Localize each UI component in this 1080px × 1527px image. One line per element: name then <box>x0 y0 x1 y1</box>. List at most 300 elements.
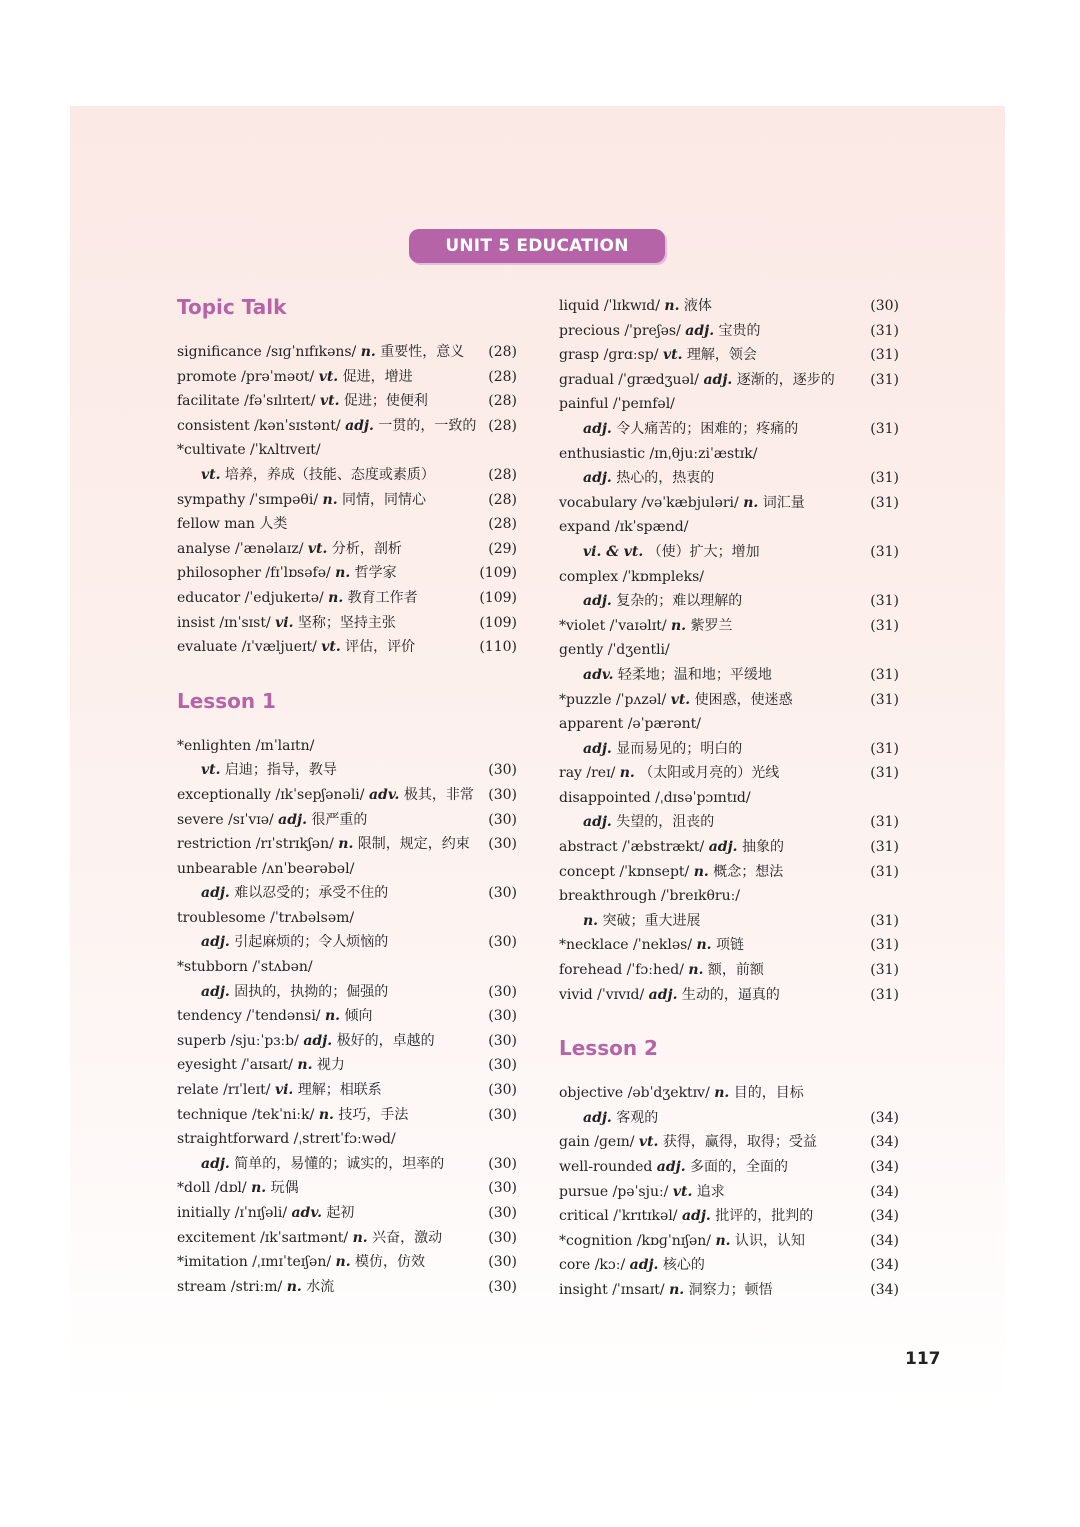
entry-page-ref: (31) <box>870 347 899 364</box>
part-of-speech: adj. <box>583 420 612 437</box>
vocab-entry <box>177 783 517 808</box>
vocab-entry <box>559 1229 899 1254</box>
entry-headword-line <box>177 1103 517 1128</box>
entry-headword-line <box>177 832 517 857</box>
part-of-speech: vt. <box>318 368 339 385</box>
entry-headword-line <box>559 565 899 590</box>
part-of-speech: n. <box>664 298 680 314</box>
vocab-entry <box>177 808 517 833</box>
entry-headword-line <box>559 933 899 958</box>
vocab-entry <box>559 1180 899 1205</box>
entry-page-ref: (28) <box>488 368 517 385</box>
entry-headword-line <box>177 857 517 882</box>
entry-text: forehead /ˈfɔːhed/ n. 额，前额 <box>559 962 764 979</box>
vocab-entry <box>177 832 517 857</box>
entry-page-ref: (110) <box>479 639 517 656</box>
vocab-entry <box>177 537 517 562</box>
entry-text: abstract /ˈæbstrækt/ adj. 抽象的 <box>559 839 784 856</box>
entry-text: tendency /ˈtendənsi/ n. 倾向 <box>177 1008 373 1025</box>
entry-page-ref: (30) <box>488 1032 517 1049</box>
entry-text: grasp /ɡrɑːsp/ vt. 理解，领会 <box>559 347 757 364</box>
vocab-entry <box>559 1155 899 1180</box>
entry-headword-line <box>559 1180 899 1205</box>
entry-text: philosopher /fɪˈlɒsəfə/ n. 哲学家 <box>177 565 397 582</box>
vocab-entry <box>559 884 899 933</box>
entry-headword-line <box>177 537 517 562</box>
entry-text: *imitation /ˌɪmɪˈteɪʃən/ n. 模仿，仿效 <box>177 1254 426 1271</box>
part-of-speech: adj. <box>583 1109 612 1126</box>
entry-text: vivid /ˈvɪvɪd/ adj. 生动的，逼真的 <box>559 986 780 1003</box>
entry-definition-line <box>559 540 899 565</box>
entry-text: *cognition /kɒɡˈnɪʃən/ n. 认识，认知 <box>559 1232 805 1249</box>
entry-definition-line <box>177 758 517 783</box>
entry-headword-line <box>559 319 899 344</box>
entry-text: *cultivate /ˈkʌltɪveɪt/ <box>177 442 321 459</box>
entry-text: promote /prəˈməʊt/ vt. 促进，增进 <box>177 368 413 385</box>
vocab-entry <box>559 1253 899 1278</box>
entry-page-ref: (34) <box>870 1257 899 1274</box>
entry-page-ref: (30) <box>488 811 517 828</box>
entry-text: straightforward /ˌstreɪtˈfɔːwəd/ <box>177 1131 396 1148</box>
section-heading: Topic Talk <box>177 295 287 319</box>
vocab-entry <box>559 712 899 761</box>
vocab-entry <box>559 442 899 491</box>
part-of-speech: n. <box>715 1232 731 1249</box>
entry-page-ref: (31) <box>870 863 899 880</box>
entry-text: adj. 简单的，易懂的；诚实的，坦率的 <box>201 1155 445 1172</box>
part-of-speech: vt. <box>307 540 328 557</box>
entry-page-ref: (31) <box>870 691 899 708</box>
entry-text: gradual /ˈɡrædʒuəl/ adj. 逐渐的，逐步的 <box>559 371 835 388</box>
entry-headword-line <box>177 955 517 980</box>
vocab-entry <box>559 614 899 639</box>
entry-text: educator /ˈedjukeɪtə/ n. 教育工作者 <box>177 589 418 606</box>
entry-page-ref: (30) <box>488 1229 517 1246</box>
entry-headword-line <box>559 884 899 909</box>
entry-headword-line <box>177 488 517 513</box>
entry-text: vt. 培养，养成（技能、态度或素质） <box>201 466 435 483</box>
entry-headword-line <box>177 783 517 808</box>
entry-headword-line <box>177 1176 517 1201</box>
vocab-entry <box>559 319 899 344</box>
part-of-speech: n. <box>743 494 759 511</box>
entry-text: insist /ɪnˈsɪst/ vi. 坚称；坚持主张 <box>177 614 396 631</box>
part-of-speech: n. <box>583 912 599 929</box>
section-heading: Lesson 2 <box>559 1036 658 1061</box>
entry-headword-line <box>559 1204 899 1229</box>
entry-text: adj. 热心的，热衷的 <box>583 470 715 487</box>
part-of-speech: adj. <box>201 885 230 902</box>
part-of-speech: adj. <box>303 1032 333 1049</box>
part-of-speech: n. <box>328 589 344 606</box>
entry-page-ref: (31) <box>870 986 899 1003</box>
entry-headword-line <box>559 442 899 467</box>
entry-text: adj. 失望的，沮丧的 <box>583 814 715 831</box>
entry-headword-line <box>559 368 899 393</box>
entry-text: adj. 引起麻烦的；令人烦恼的 <box>201 934 389 951</box>
vocab-entry <box>559 786 899 835</box>
entry-page-ref: (31) <box>870 912 899 929</box>
part-of-speech: adj. <box>583 470 612 487</box>
entry-page-ref: (28) <box>488 491 517 508</box>
entry-text: adv. 轻柔地；温和地；平缓地 <box>583 666 772 683</box>
vocab-entry <box>177 1250 517 1275</box>
part-of-speech: adj. <box>201 934 230 951</box>
entry-text: troublesome /ˈtrʌbəlsəm/ <box>177 909 355 926</box>
entry-headword-line <box>177 808 517 833</box>
entry-definition-line <box>559 663 899 688</box>
entry-page-ref: (31) <box>870 740 899 757</box>
part-of-speech: adj. <box>629 1257 659 1274</box>
part-of-speech: n. <box>324 1008 341 1025</box>
entry-text: *necklace /ˈnekləs/ n. 项链 <box>559 937 745 954</box>
entry-page-ref: (31) <box>870 322 899 339</box>
entry-page-ref: (29) <box>488 540 517 557</box>
entry-page-ref: (34) <box>870 1159 899 1175</box>
entry-text: critical /ˈkrɪtɪkəl/ adj. 批评的，批判的 <box>559 1208 814 1225</box>
entry-text: evaluate /ɪˈvæljueɪt/ vt. 评估，评价 <box>177 639 416 656</box>
entry-page-ref: (30) <box>488 983 517 1000</box>
vocab-entry <box>559 958 899 983</box>
entry-page-ref: (34) <box>870 1208 899 1225</box>
entry-text: ray /reɪ/ n. （太阳或月亮的）光线 <box>559 765 780 782</box>
entry-text: sympathy /ˈsɪmpəθi/ n. 同情，同情心 <box>177 491 427 508</box>
part-of-speech: adj. <box>708 839 738 856</box>
vocab-entry <box>559 491 899 516</box>
entry-text: gain /ɡeɪn/ vt. 获得，赢得，取得；受益 <box>559 1134 817 1151</box>
entry-text: fellow man 人类 <box>177 516 288 533</box>
entry-text: excitement /ɪkˈsaɪtmənt/ n. 兴奋，激动 <box>177 1229 443 1246</box>
vocabulary-column-left <box>177 294 517 1299</box>
entry-page-ref: (109) <box>479 589 517 606</box>
entry-headword-line <box>177 734 517 759</box>
entry-page-ref: (28) <box>488 516 517 533</box>
entry-text: vocabulary /vəˈkæbjuləri/ n. 词汇量 <box>559 494 805 511</box>
page-number: 117 <box>905 1349 941 1369</box>
entry-page-ref: (28) <box>488 393 517 410</box>
vocabulary-column-right <box>559 294 899 1303</box>
vocab-entry <box>177 438 517 487</box>
vocab-entry <box>177 1029 517 1054</box>
entry-text: complex /ˈkɒmpleks/ <box>559 568 705 585</box>
entry-page-ref: (30) <box>488 1082 517 1099</box>
part-of-speech: adj. <box>345 417 374 434</box>
part-of-speech: vt. <box>662 347 683 364</box>
vocab-entry <box>559 1081 899 1130</box>
entry-page-ref: (28) <box>488 466 517 483</box>
entry-page-ref: (109) <box>479 565 517 582</box>
entry-page-ref: (31) <box>870 543 899 560</box>
part-of-speech: n. <box>318 1106 334 1123</box>
entry-definition-line <box>177 1152 517 1177</box>
entry-headword-line <box>177 1226 517 1251</box>
entry-definition-line <box>559 417 899 442</box>
part-of-speech: n. <box>696 937 712 954</box>
part-of-speech: adj. <box>278 811 307 828</box>
entry-text: well-rounded adj. 多面的，全面的 <box>559 1159 789 1175</box>
entry-headword-line <box>177 414 517 439</box>
vocab-entry <box>559 368 899 393</box>
entry-text: adj. 显而易见的；明白的 <box>583 740 743 757</box>
vocab-entry <box>177 1127 517 1176</box>
vocab-entry <box>177 734 517 783</box>
entry-headword-line <box>177 586 517 611</box>
part-of-speech: adv. <box>291 1205 322 1221</box>
entry-text: exceptionally /ɪkˈsepʃənəli/ adv. 极其，非常 <box>177 786 474 803</box>
entry-text: vt. 启迪；指导，教导 <box>201 762 337 779</box>
part-of-speech: adj. <box>648 986 678 1003</box>
entry-text: breakthrough /ˈbreɪkθruː/ <box>559 888 741 905</box>
entry-page-ref: (31) <box>870 666 899 683</box>
entry-page-ref: (31) <box>870 937 899 954</box>
vocab-entry <box>177 414 517 439</box>
entry-text: consistent /kənˈsɪstənt/ adj. 一贯的，一致的 <box>177 417 477 434</box>
entry-page-ref: (31) <box>870 371 899 388</box>
entry-page-ref: (34) <box>870 1109 899 1126</box>
entry-page-ref: (30) <box>488 885 517 902</box>
entry-text: superb /sjuːˈpɜːb/ adj. 极好的，卓越的 <box>177 1032 435 1049</box>
part-of-speech: vt. <box>638 1134 659 1151</box>
entry-page-ref: (34) <box>870 1232 899 1249</box>
part-of-speech: n. <box>286 1278 302 1295</box>
part-of-speech: adj. <box>703 371 733 388</box>
part-of-speech: adj. <box>656 1159 686 1175</box>
entry-headword-line <box>177 438 517 463</box>
entry-headword-line <box>559 712 899 737</box>
entry-page-ref: (31) <box>870 617 899 634</box>
entry-headword-line <box>177 1078 517 1103</box>
vocab-entry <box>559 688 899 713</box>
entry-text: initially /ɪˈnɪʃəli/ adv. 起初 <box>177 1205 355 1221</box>
entry-headword-line <box>559 860 899 885</box>
entry-text: adj. 固执的，执拗的；倔强的 <box>201 983 389 1000</box>
entry-text: facilitate /fəˈsɪlɪteɪt/ vt. 促进；使便利 <box>177 393 428 410</box>
section-gap <box>559 1007 899 1035</box>
part-of-speech: vt. <box>201 466 221 483</box>
entry-text: precious /ˈpreʃəs/ adj. 宝贵的 <box>559 322 761 339</box>
vocab-entry <box>177 586 517 611</box>
vocab-entry <box>559 933 899 958</box>
entry-page-ref: (34) <box>870 1134 899 1151</box>
entry-headword-line <box>559 786 899 811</box>
entry-headword-line <box>177 1127 517 1152</box>
vocab-entry <box>177 1201 517 1226</box>
entry-headword-line <box>177 512 517 537</box>
entry-definition-line <box>559 810 899 835</box>
entry-page-ref: (30) <box>488 1057 517 1074</box>
entry-text: stream /striːm/ n. 水流 <box>177 1278 335 1295</box>
part-of-speech: n. <box>693 863 709 880</box>
entry-text: significance /sɪɡˈnɪfɪkəns/ n. 重要性，意义 <box>177 344 465 360</box>
entry-page-ref: (30) <box>488 1205 517 1221</box>
unit-title-banner <box>409 229 665 263</box>
part-of-speech: adj. <box>583 740 612 757</box>
entry-headword-line <box>177 365 517 390</box>
vocab-entry <box>559 515 899 564</box>
entry-definition-line <box>559 589 899 614</box>
entry-page-ref: (28) <box>488 417 517 434</box>
entry-text: core /kɔː/ adj. 核心的 <box>559 1257 705 1274</box>
part-of-speech: adv. <box>583 666 614 683</box>
entry-headword-line <box>559 294 899 319</box>
entry-text: objective /əbˈdʒektɪv/ n. 目的，目标 <box>559 1085 804 1102</box>
entry-text: eyesight /ˈaɪsaɪt/ n. 视力 <box>177 1057 345 1074</box>
entry-headword-line <box>559 515 899 540</box>
entry-definition-line <box>177 463 517 488</box>
part-of-speech: n. <box>619 765 635 782</box>
entry-definition-line <box>559 466 899 491</box>
part-of-speech: adj. <box>201 983 230 1000</box>
entry-text: insight /ˈɪnsaɪt/ n. 洞察力；顿悟 <box>559 1281 773 1298</box>
entry-text: vi. & vt. （使）扩大；增加 <box>583 543 760 560</box>
entry-page-ref: (34) <box>870 1281 899 1298</box>
section-gap <box>177 660 517 688</box>
vocab-entry <box>559 761 899 786</box>
entry-page-ref: (30) <box>488 762 517 779</box>
entry-text: enthusiastic /ɪnˌθjuːziˈæstɪk/ <box>559 445 758 462</box>
vocab-entry <box>177 635 517 660</box>
entry-headword-line <box>177 1053 517 1078</box>
entry-definition-line <box>559 909 899 934</box>
vocab-entry <box>177 1275 517 1300</box>
part-of-speech: n. <box>335 1254 351 1271</box>
part-of-speech: n. <box>688 962 704 979</box>
entry-headword-line <box>559 638 899 663</box>
vocab-entry <box>177 365 517 390</box>
entry-text: apparent /əˈpærənt/ <box>559 716 701 733</box>
entry-text: *violet /ˈvaɪəlɪt/ n. 紫罗兰 <box>559 617 733 634</box>
vocab-entry <box>559 835 899 860</box>
entry-headword-line <box>559 1278 899 1303</box>
vocab-entry <box>177 1176 517 1201</box>
entry-page-ref: (30) <box>488 836 517 853</box>
vocab-entry <box>177 1004 517 1029</box>
entry-headword-line <box>559 343 899 368</box>
entry-headword-line <box>177 611 517 636</box>
entry-definition-line <box>177 980 517 1005</box>
entry-page-ref: (30) <box>488 1254 517 1271</box>
part-of-speech: vt. <box>670 691 691 708</box>
entry-text: expand /ɪkˈspænd/ <box>559 519 689 536</box>
entry-text: *puzzle /ˈpʌzəl/ vt. 使困惑，使迷惑 <box>559 691 793 708</box>
part-of-speech: vt. <box>319 393 340 410</box>
part-of-speech: adv. <box>368 786 400 803</box>
entry-headword-line <box>559 614 899 639</box>
entry-text: adj. 复杂的；难以理解的 <box>583 593 743 610</box>
entry-text: n. 突破；重大进展 <box>583 912 701 929</box>
vocab-entry <box>177 488 517 513</box>
entry-page-ref: (30) <box>488 1106 517 1123</box>
entry-headword-line <box>177 340 517 365</box>
entry-text: adj. 难以忍受的；承受不住的 <box>201 885 389 902</box>
part-of-speech: n. <box>360 344 376 360</box>
entry-page-ref: (30) <box>488 1180 517 1197</box>
part-of-speech: n. <box>714 1085 730 1102</box>
entry-page-ref: (31) <box>870 470 899 487</box>
entry-headword-line <box>559 983 899 1008</box>
entry-page-ref: (31) <box>870 593 899 610</box>
entry-headword-line <box>559 1081 899 1106</box>
entry-headword-line <box>559 1155 899 1180</box>
entry-headword-line <box>559 688 899 713</box>
entry-text: technique /tekˈniːk/ n. 技巧，手法 <box>177 1106 409 1123</box>
entry-text: adj. 令人痛苦的；困难的；疼痛的 <box>583 420 799 437</box>
entry-text: disappointed /ˌdɪsəˈpɔɪntɪd/ <box>559 789 751 806</box>
entry-headword-line <box>177 906 517 931</box>
vocab-entry <box>177 1053 517 1078</box>
vocab-entry <box>559 392 899 441</box>
entry-headword-line <box>177 1275 517 1300</box>
part-of-speech: n. <box>352 1229 368 1246</box>
entry-text: relate /rɪˈleɪt/ vi. 理解；相联系 <box>177 1082 382 1099</box>
entry-headword-line <box>177 1004 517 1029</box>
vocab-entry <box>177 512 517 537</box>
vocab-entry <box>177 340 517 365</box>
part-of-speech: adj. <box>681 1208 711 1225</box>
entry-page-ref: (31) <box>870 839 899 856</box>
part-of-speech: adj. <box>583 814 612 831</box>
entry-text: gently /ˈdʒentli/ <box>559 642 670 659</box>
entry-definition-line <box>177 881 517 906</box>
vocab-entry <box>177 1226 517 1251</box>
part-of-speech: n. <box>251 1180 267 1197</box>
entry-text: *enlighten /ɪnˈlaɪtn/ <box>177 737 315 754</box>
part-of-speech: vt. <box>672 1183 693 1200</box>
entry-text: analyse /ˈænəlaɪz/ vt. 分析，剖析 <box>177 540 402 557</box>
vocab-entry <box>177 857 517 906</box>
part-of-speech: adj. <box>201 1155 230 1172</box>
entry-page-ref: (30) <box>870 298 899 314</box>
entry-headword-line <box>559 1253 899 1278</box>
entry-text: unbearable /ʌnˈbeərəbəl/ <box>177 860 355 877</box>
vocab-entry <box>177 1078 517 1103</box>
entry-headword-line <box>559 491 899 516</box>
part-of-speech: vi. <box>275 614 294 631</box>
entry-headword-line <box>559 761 899 786</box>
entry-text: restriction /rɪˈstrɪkʃən/ n. 限制，规定，约束 <box>177 836 470 853</box>
entry-page-ref: (31) <box>870 814 899 831</box>
entry-page-ref: (30) <box>488 786 517 803</box>
entry-text: severe /sɪˈvɪə/ adj. 很严重的 <box>177 811 368 828</box>
vocab-entry <box>559 565 899 614</box>
entry-page-ref: (34) <box>870 1183 899 1200</box>
entry-headword-line <box>559 958 899 983</box>
part-of-speech: vt. <box>201 762 221 779</box>
entry-page-ref: (30) <box>488 1278 517 1295</box>
part-of-speech: n. <box>335 565 351 582</box>
entry-definition-line <box>559 1106 899 1131</box>
entry-headword-line <box>177 1029 517 1054</box>
vocab-entry <box>177 906 517 955</box>
vocab-entry <box>559 1204 899 1229</box>
entry-page-ref: (109) <box>479 614 517 631</box>
entry-headword-line <box>559 392 899 417</box>
entry-headword-line <box>559 1130 899 1155</box>
vocab-entry <box>177 955 517 1004</box>
vocab-entry <box>559 1278 899 1303</box>
entry-definition-line <box>559 737 899 762</box>
part-of-speech: n. <box>669 1281 685 1298</box>
entry-page-ref: (28) <box>488 344 517 360</box>
part-of-speech: n. <box>297 1057 313 1074</box>
vocab-entry <box>559 638 899 687</box>
vocab-entry <box>559 1130 899 1155</box>
entry-headword-line <box>177 561 517 586</box>
part-of-speech: vi. <box>274 1082 294 1099</box>
unit-title: UNIT 5 EDUCATION <box>445 236 629 256</box>
entry-headword-line <box>177 1201 517 1226</box>
entry-headword-line <box>177 635 517 660</box>
